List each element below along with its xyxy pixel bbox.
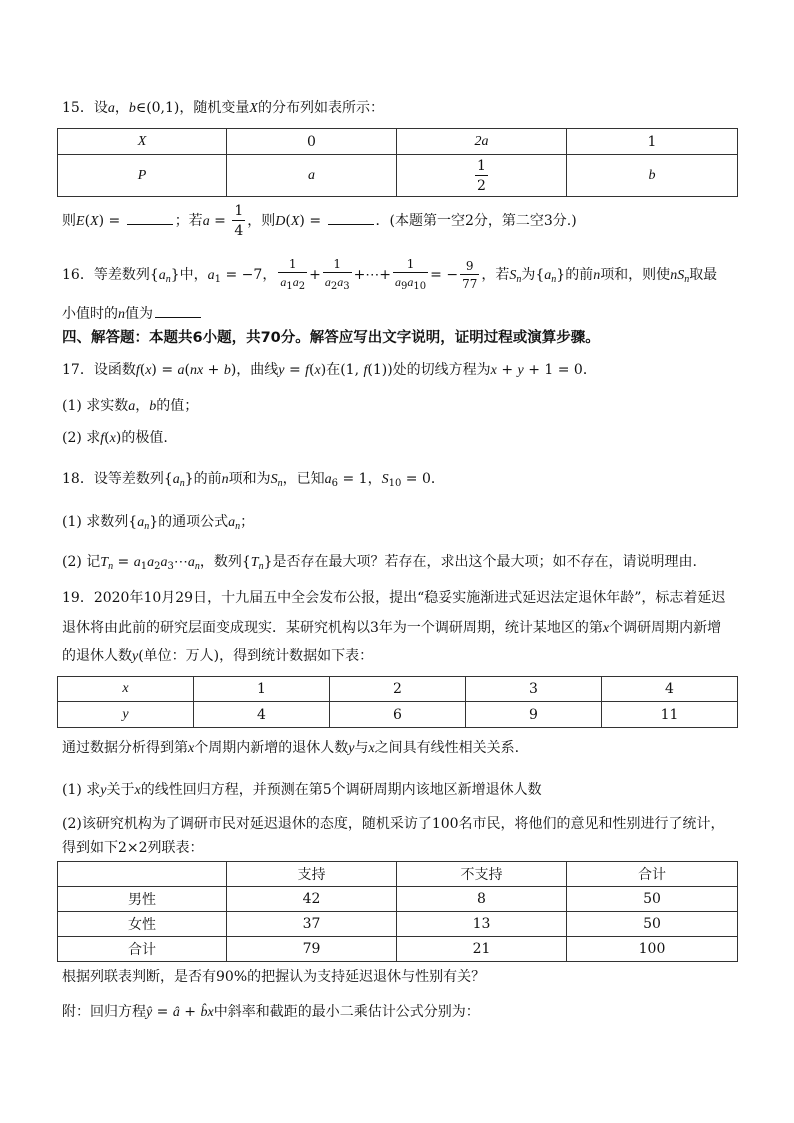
- table-cell: X: [58, 129, 227, 155]
- q17-part1: (1) 求实数a，b的值；: [62, 398, 199, 414]
- table-cell: 4: [602, 677, 738, 702]
- q19-appendix: 附：回归方程ŷ = â + b̂x中斜率和截距的最小二乘估计公式分别为：: [62, 1004, 480, 1020]
- table-cell: 9: [466, 702, 602, 728]
- table-cell: 6: [330, 702, 466, 728]
- table-cell: 42: [227, 887, 397, 912]
- q16-line2: 小值时的n值为: [62, 303, 203, 325]
- table-cell: y: [58, 702, 194, 728]
- table-cell: 男性: [58, 887, 227, 912]
- table-header: [58, 862, 227, 887]
- table-row: [58, 937, 738, 962]
- answer-blank[interactable]: [155, 303, 201, 318]
- table-cell: 4: [194, 702, 330, 728]
- table-cell: 1: [194, 677, 330, 702]
- q19-judge: 根据列联表判断，是否有90%的把握认为支持延迟退休与性别有关？: [62, 969, 486, 985]
- q19-line3: 的退休人数y(单位：万人)，得到统计数据如下表：: [62, 648, 374, 664]
- q18-stem: 18．设等差数列$\{a_n\}$的前n项和为$S_n$，已知$a_6 = 1$，$S_{10} = 0$．: [62, 471, 445, 489]
- table-cell-fraction: $\frac{1}{2}$: [397, 155, 567, 197]
- table-header: 支持: [227, 862, 397, 887]
- contingency-table: [57, 861, 738, 962]
- table-cell: 50: [567, 887, 738, 912]
- q19-line1: 19．2020年10月29日，十九届五中全会发布公报，提出“稳妥实施渐进式延迟法定退休年龄”，标志着延迟: [62, 590, 726, 606]
- q18-part2: (2) 记$T_n$ = $a_1a_2a_3\cdots a_n$，数列$\{T_n\}$是否存在最大项？若存在，求出这个最大项；如不存在，请说明理由.: [62, 554, 697, 572]
- table-cell: 100: [567, 937, 738, 962]
- table-cell: 11: [602, 702, 738, 728]
- q19-part1: (1) 求y关于x的线性回归方程，并预测在第5个调研周期内该地区新增退休人数: [62, 782, 542, 798]
- table-cell: x: [58, 677, 194, 702]
- q19-line2: 退休将由此前的研究层面变成现实．某研究机构以3年为一个调研周期，统计某地区的第x个调研周期内新增: [62, 620, 722, 636]
- table-cell: 79: [227, 937, 397, 962]
- table-cell: 2a: [397, 129, 567, 155]
- table-cell: 2: [330, 677, 466, 702]
- q15-stem: 15．设a，b∈(0,1)，随机变量X的分布列如表所示：: [62, 100, 384, 116]
- q15-distribution-table: [57, 128, 738, 197]
- table-cell: b: [567, 155, 738, 197]
- table-header: 不支持: [397, 862, 567, 887]
- q15-answer-line: 则E(X) = ；若a = $\frac{1}{4}$ ，则D(X) = ．(本题第一空2分，第二空3分.): [62, 203, 577, 239]
- q17-stem: 17．设函数f(x) = a(nx + b)，曲线y = f(x)在(1, f(1))处的切线方程为x + y + 1 = 0．: [62, 362, 597, 378]
- q19-relation: 通过数据分析得到第x个周期内新增的退休人数y与x之间具有线性相关关系.: [62, 740, 520, 756]
- answer-blank[interactable]: [127, 210, 173, 225]
- table-cell: P: [58, 155, 227, 197]
- table-cell: 1: [567, 129, 738, 155]
- q16-stem: 16．等差数列$\{a_n\}$中，$a_1 = -7$， $\frac{1}{a_1a_2}$ + $\frac{1}{a_2a_3}$ +⋯+ $\frac{1}{a_9a_{10}}$ = − $\frac{9}{77}$ ，若$S_n$为$\{a_n\}$的前n项和，则使$nS_n$取最: [62, 257, 718, 292]
- table-cell: 女性: [58, 912, 227, 937]
- q17-part2: (2) 求f(x)的极值.: [62, 430, 168, 446]
- table-header: 合计: [567, 862, 738, 887]
- table-cell: a: [227, 155, 397, 197]
- section-heading: 四、解答题：本题共6小题，共70分。解答应写出文字说明，证明过程或演算步骤。: [62, 330, 600, 346]
- answer-blank[interactable]: [328, 210, 374, 225]
- table-row: [58, 912, 738, 937]
- q19-data-table: [57, 676, 738, 728]
- table-cell: 50: [567, 912, 738, 937]
- table-row: [58, 887, 738, 912]
- table-cell: 13: [397, 912, 567, 937]
- table-cell: 0: [227, 129, 397, 155]
- q18-part1: (1) 求数列$\{a_n\}$的通项公式$a_n$；: [62, 514, 255, 532]
- table-cell: 合计: [58, 937, 227, 962]
- q19-part2-line1: (2)该研究机构为了调研市民对延迟退休的态度，随机采访了100名市民，将他们的意见和性别进行了统计，: [62, 816, 725, 832]
- q19-part2-line2: 得到如下2×2列联表：: [62, 840, 204, 856]
- table-cell: 3: [466, 677, 602, 702]
- table-cell: 8: [397, 887, 567, 912]
- table-cell: 21: [397, 937, 567, 962]
- table-cell: 37: [227, 912, 397, 937]
